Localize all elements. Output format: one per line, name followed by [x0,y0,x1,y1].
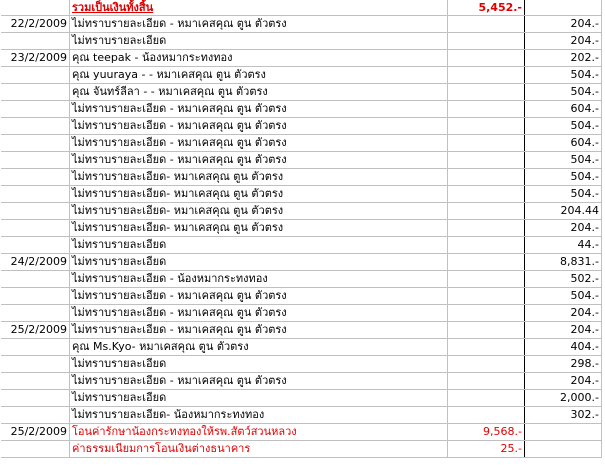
cell-blank[interactable] [448,254,525,271]
cell-amount[interactable]: 204.- [525,322,602,339]
cell-blank[interactable] [448,33,525,50]
cell-expense-amount[interactable]: 25.- [448,441,525,458]
table-row [1,67,602,84]
cell-date[interactable] [1,135,70,152]
cell-blank[interactable] [448,373,525,390]
cell-description[interactable]: ไม่ทราบรายละเอียด [70,237,448,254]
cell-description[interactable]: ไม่ทราบรายละเอียด- น้องหมากระทงทอง [70,407,448,424]
cell-blank[interactable] [448,305,525,322]
cell-amount[interactable]: 604.- [525,135,602,152]
cell-description[interactable]: คุณ Ms.Kyo- หมาเคสคุณ ตูน ตัวตรง [70,339,448,356]
cell-description[interactable]: ไม่ทราบรายละเอียด- หมาเคสคุณ ตูน ตัวตรง [70,186,448,203]
cell-date[interactable] [1,339,70,356]
cell-expense-description[interactable]: ค่าธรรมเนียมการโอนเงินต่างธนาคาร [70,441,448,458]
cell-description[interactable]: ไม่ทราบรายละเอียด - หมาเคสคุณ ตูน ตัวตรง [70,322,448,339]
cell-blank[interactable] [448,101,525,118]
cell-description[interactable]: ไม่ทราบรายละเอียด - หมาเคสคุณ ตูน ตัวตรง [70,152,448,169]
table-row [1,271,602,288]
cell-description[interactable]: ไม่ทราบรายละเอียด - หมาเคสคุณ ตูน ตัวตรง [70,118,448,135]
cell-amount[interactable]: 504.- [525,84,602,101]
cell-blank[interactable] [448,203,525,220]
spreadsheet-table [1,0,602,458]
cell-date[interactable] [1,356,70,373]
spreadsheet-body [1,0,602,458]
cell-amount[interactable]: 204.- [525,220,602,237]
cell-date[interactable] [1,0,70,16]
table-row [1,305,602,322]
cell-description[interactable]: ไม่ทราบรายละเอียด - หมาเคสคุณ ตูน ตัวตรง [70,135,448,152]
cell-date[interactable] [1,84,70,101]
expense-row [1,424,602,441]
cell-description[interactable]: ไม่ทราบรายละเอียด - หมาเคสคุณ ตูน ตัวตรง [70,16,448,33]
cell-date[interactable]: 24/2/2009 [1,254,70,271]
table-row [1,33,602,50]
cell-amount[interactable]: 204.- [525,373,602,390]
cell-description[interactable]: ไม่ทราบรายละเอียด [70,356,448,373]
cell-amount[interactable] [525,0,602,16]
cell-date[interactable]: 25/2/2009 [1,424,70,441]
cell-description[interactable]: ไม่ทราบรายละเอียด [70,254,448,271]
cell-description[interactable]: คุณ teepak - น้องหมากระทงทอง [70,50,448,67]
cell-blank[interactable] [448,407,525,424]
table-row [1,339,602,356]
table-row [1,50,602,67]
total-amount[interactable]: 5,452.- [448,0,525,16]
cell-blank[interactable] [448,186,525,203]
cell-blank[interactable] [448,271,525,288]
cell-date[interactable] [1,67,70,84]
cell-description[interactable]: ไม่ทราบรายละเอียด- หมาเคสคุณ ตูน ตัวตรง [70,220,448,237]
cell-date[interactable] [1,203,70,220]
table-row [1,84,602,101]
cell-amount[interactable]: 302.- [525,407,602,424]
cell-description[interactable]: คุณ yuuraya - - หมาเคสคุณ ตูน ตัวตรง [70,67,448,84]
cell-expense-amount[interactable]: 9,568.- [448,424,525,441]
cell-blank[interactable] [448,50,525,67]
cell-description[interactable]: ไม่ทราบรายละเอียด - หมาเคสคุณ ตูน ตัวตรง [70,305,448,322]
cell-blank[interactable] [448,322,525,339]
cell-blank[interactable] [448,67,525,84]
cell-expense-description[interactable]: โอนค่ารักษาน้องกระทงทองให้รพ.สัตว์สวนหลวง [70,424,448,441]
cell-date[interactable] [1,373,70,390]
cell-amount[interactable]: 204.- [525,305,602,322]
cell-date[interactable] [1,118,70,135]
cell-date[interactable] [1,271,70,288]
cell-blank[interactable] [448,135,525,152]
table-row [1,237,602,254]
cell-description[interactable]: ไม่ทราบรายละเอียด [70,390,448,407]
cell-description[interactable]: ไม่ทราบรายละเอียด - หมาเคสคุณ ตูน ตัวตรง [70,288,448,305]
cell-blank[interactable] [448,118,525,135]
table-row [1,169,602,186]
cell-blank[interactable] [448,339,525,356]
table-row [1,118,602,135]
cell-blank[interactable] [525,424,602,441]
cell-amount[interactable]: 502.- [525,271,602,288]
cell-description[interactable]: คุณ จันทร์ลีลา - - หมาเคสคุณ ตูน ตัวตรง [70,84,448,101]
cell-date[interactable] [1,152,70,169]
table-row [1,254,602,271]
table-row [1,152,602,169]
cell-amount[interactable]: 504.- [525,169,602,186]
cell-date[interactable] [1,407,70,424]
cell-blank[interactable] [448,356,525,373]
cell-blank[interactable] [448,84,525,101]
total-row [1,0,602,16]
cell-date[interactable] [1,441,70,458]
cell-blank[interactable] [448,237,525,254]
cell-date[interactable] [1,169,70,186]
cell-date[interactable] [1,186,70,203]
cell-date[interactable]: 25/2/2009 [1,322,70,339]
table-row [1,16,602,33]
table-row [1,203,602,220]
table-row [1,407,602,424]
table-row [1,356,602,373]
table-row [1,101,602,118]
cell-date[interactable]: 22/2/2009 [1,16,70,33]
cell-blank[interactable] [448,152,525,169]
cell-date[interactable] [1,305,70,322]
cell-amount[interactable]: 504.- [525,118,602,135]
cell-date[interactable] [1,288,70,305]
cell-blank[interactable] [525,441,602,458]
cell-amount[interactable]: 204.44 [525,203,602,220]
cell-date[interactable] [1,237,70,254]
cell-amount[interactable]: 404.- [525,339,602,356]
cell-amount[interactable]: 504.- [525,288,602,305]
cell-date[interactable] [1,33,70,50]
cell-amount[interactable]: 298.- [525,356,602,373]
table-row [1,135,602,152]
expense-row [1,441,602,458]
table-row [1,288,602,305]
cell-description[interactable]: ไม่ทราบรายละเอียด - หมาเคสคุณ ตูน ตัวตรง [70,101,448,118]
cell-amount[interactable]: 204.- [525,33,602,50]
total-label[interactable]: รวมเป็นเงินทั้งสิ้น [70,0,448,16]
cell-blank[interactable] [448,220,525,237]
cell-amount[interactable]: 504.- [525,152,602,169]
cell-description[interactable]: ไม่ทราบรายละเอียด- หมาเคสคุณ ตูน ตัวตรง [70,169,448,186]
cell-blank[interactable] [448,288,525,305]
cell-amount[interactable]: 204.- [525,16,602,33]
table-row [1,322,602,339]
cell-date[interactable]: 23/2/2009 [1,50,70,67]
cell-amount[interactable]: 2,000.- [525,390,602,407]
cell-description[interactable]: ไม่ทราบรายละเอียด [70,33,448,50]
cell-date[interactable] [1,220,70,237]
cell-amount[interactable]: 202.- [525,50,602,67]
cell-amount[interactable]: 504.- [525,186,602,203]
cell-amount[interactable]: 8,831.- [525,254,602,271]
cell-amount[interactable]: 504.- [525,67,602,84]
table-row [1,220,602,237]
table-row [1,186,602,203]
cell-blank[interactable] [448,16,525,33]
cell-description[interactable]: ไม่ทราบรายละเอียด - หมาเคสคุณ ตูน ตัวตรง [70,373,448,390]
cell-description[interactable]: ไม่ทราบรายละเอียด - น้องหมากระทงทอง [70,271,448,288]
cell-date[interactable] [1,390,70,407]
cell-amount[interactable]: 604.- [525,101,602,118]
table-row [1,390,602,407]
cell-blank[interactable] [448,390,525,407]
cell-blank[interactable] [448,169,525,186]
cell-amount[interactable]: 44.- [525,237,602,254]
table-row [1,373,602,390]
cell-description[interactable]: ไม่ทราบรายละเอียด- หมาเคสคุณ ตูน ตัวตรง [70,203,448,220]
cell-date[interactable] [1,101,70,118]
